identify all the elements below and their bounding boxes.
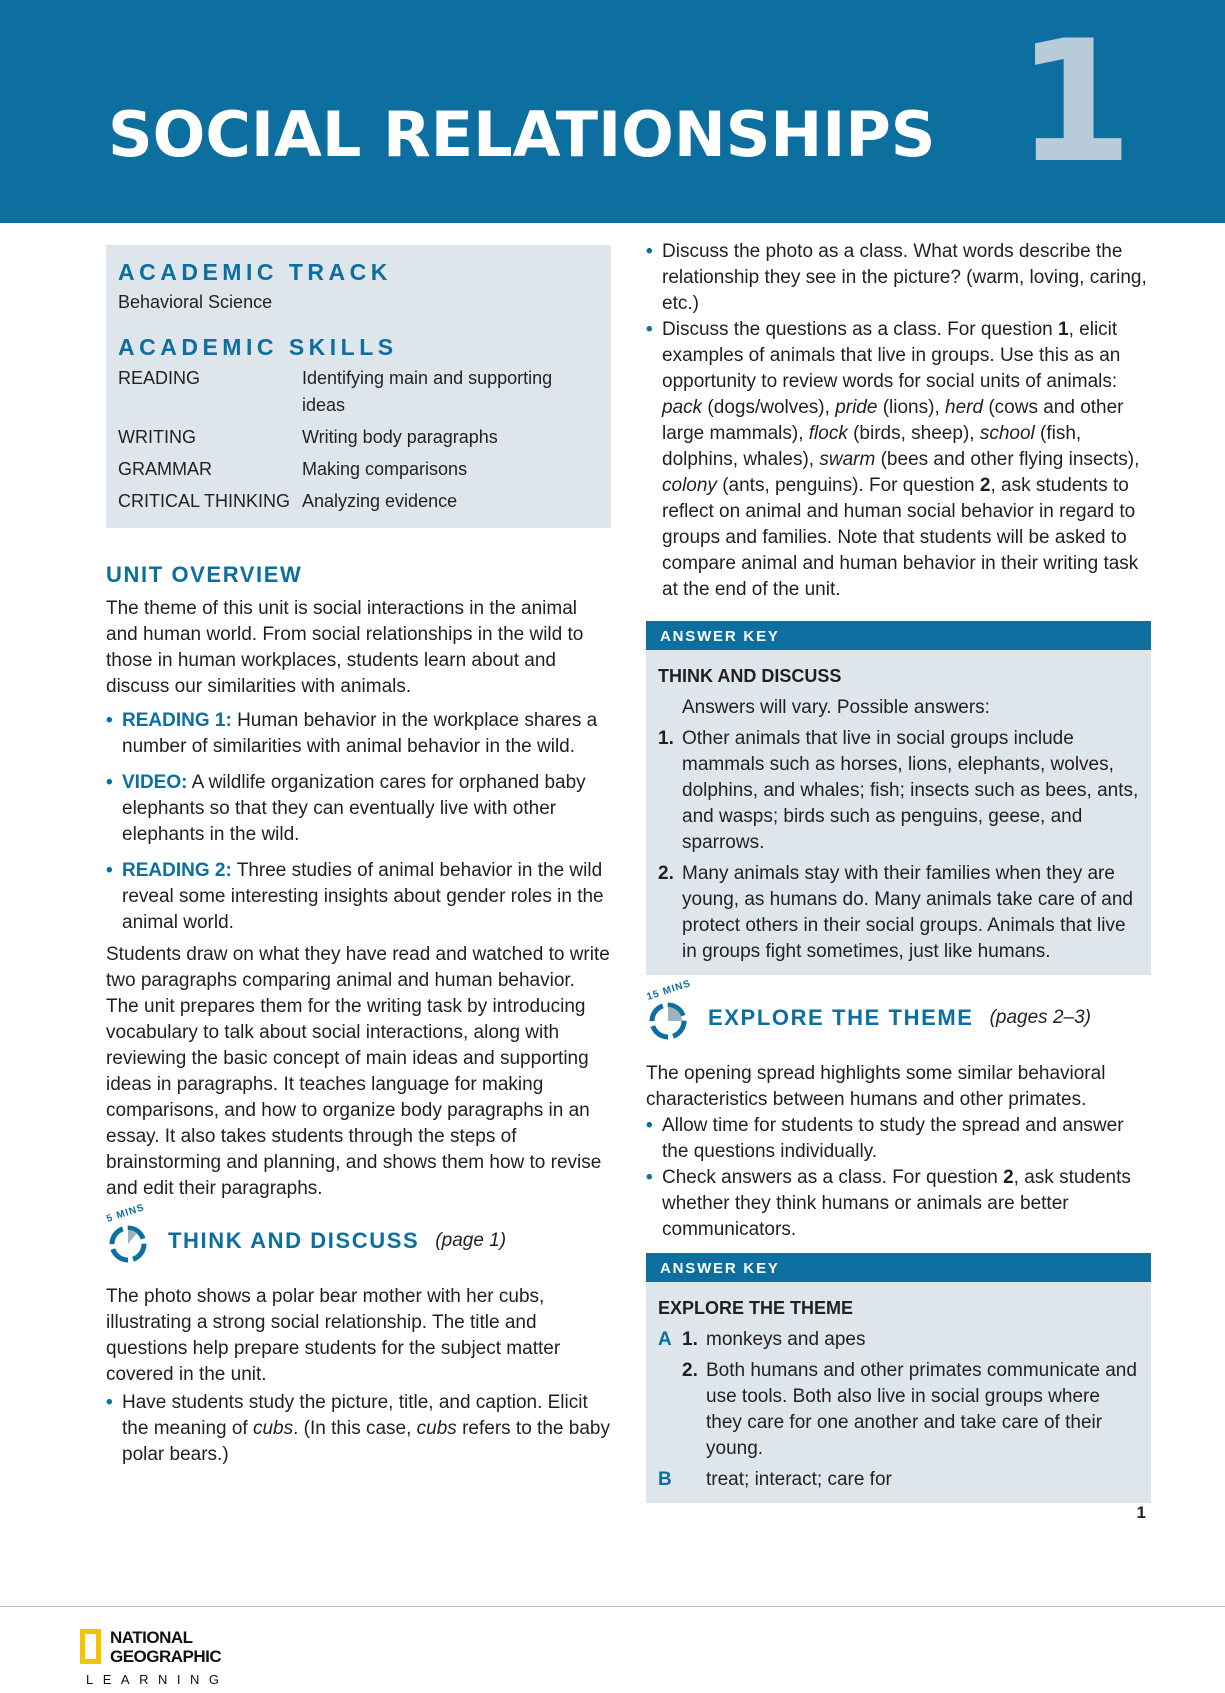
answer-text: Other animals that live in social groups include mammals such as horses, lions, elephants, wolves, dolphins, and whales; fish; insects such as bees, ants, and wasps; birds such as penguins, geese, and sparrows.: [682, 728, 1139, 853]
yellow-frame-icon: [80, 1629, 101, 1664]
list-item: [646, 239, 1151, 317]
answer-number: 1.: [682, 1329, 698, 1350]
italic-word: cubs: [416, 1418, 457, 1439]
timer-label: 5 MINS: [105, 1202, 147, 1225]
bullet-text: Three studies of animal behavior in the wild reveal some interesting insights about gender roles in the animal world.: [122, 860, 604, 933]
bullet-text: Human behavior in the workplace shares a number of similarities with animal behavior in the wild.: [122, 710, 598, 757]
timer-label: 15 MINS: [645, 978, 693, 1003]
logo-learning: LEARNING: [86, 1672, 229, 1687]
unit-number: 1: [1016, 4, 1133, 200]
text-run: , ask students whether they think humans or animals are better communicators.: [662, 1167, 1131, 1240]
italic-word: herd: [945, 397, 984, 418]
explore-theme-intro: The opening spread highlights some similar behavioral characteristics between humans and other primates.: [646, 1063, 1106, 1110]
text-run: Check answers as a class. For question: [662, 1167, 1004, 1188]
discuss-bullets: [646, 239, 1151, 603]
bullet-icon: •: [106, 710, 113, 731]
text-run: (birds, sheep),: [847, 423, 980, 444]
skill-desc: Writing body paragraphs: [302, 427, 498, 447]
text-run: . (In this case,: [293, 1418, 417, 1439]
list-item: [106, 1390, 611, 1468]
skill-name: CRITICAL THINKING: [118, 491, 291, 511]
skills-list: [118, 365, 599, 515]
explore-bullets: [646, 1113, 1151, 1243]
explore-theme-page-ref: (pages 2–3): [989, 1007, 1091, 1028]
text-run: (cows and other large mammals),: [662, 397, 1124, 444]
bullet-text: A wildlife organization cares for orphaned baby elephants so that they can eventually live with other elephants in the wild.: [122, 772, 586, 845]
skill-name: WRITING: [118, 427, 196, 447]
skill-desc: Identifying main and supporting ideas: [302, 368, 553, 415]
page-number: 1: [1136, 1503, 1146, 1522]
text-run: (ants, penguins). For question: [716, 475, 980, 496]
think-discuss-intro: The photo shows a polar bear mother with her cubs, illustrating a strong social relationship. The title and questions help prepare students for the subject matter covered in the unit.: [106, 1286, 561, 1385]
bullet-icon: •: [106, 860, 113, 881]
skill-row: [118, 424, 599, 451]
timer-icon: [640, 978, 702, 1049]
skill-row: [118, 488, 599, 515]
italic-word: pack: [662, 397, 703, 418]
text-run: (dogs/wolves),: [702, 397, 836, 418]
answer-item: [658, 861, 1139, 965]
italic-word: pride: [835, 397, 878, 418]
answer-letter: A: [658, 1329, 672, 1350]
answer-key-subheading: EXPLORE THE THEME: [658, 1298, 854, 1318]
list-item: [106, 770, 611, 848]
list-item: [106, 708, 611, 760]
footer-divider: [0, 1606, 1225, 1607]
right-column: [646, 239, 1151, 1503]
answer-key-intro: Answers will vary. Possible answers:: [682, 697, 990, 718]
logo-line: NATIONAL: [110, 1628, 193, 1647]
italic-word: flock: [808, 423, 848, 444]
answer-key-subheading: THINK AND DISCUSS: [658, 666, 842, 686]
logo-line: GEOGRAPHIC: [110, 1647, 222, 1666]
logo-wordmark: [110, 1628, 221, 1666]
unit-overview-intro: The theme of this unit is social interactions in the animal and human world. From social relationships in the wild to those in human workplaces, students learn about and discuss our similarities with animals.: [106, 598, 584, 697]
bullet-lead: READING 2:: [122, 860, 232, 881]
bullet-lead: VIDEO:: [122, 772, 188, 793]
text-run: , elicit examples of animals that live in groups. Use this as an opportunity to review words for social units of animals:: [662, 319, 1121, 392]
academic-skills-heading: ACADEMIC SKILLS: [118, 334, 398, 360]
italic-word: swarm: [819, 449, 876, 470]
think-discuss-title: THINK AND DISCUSS: [168, 1228, 420, 1253]
list-item: [106, 858, 611, 936]
unit-title: SOCIAL RELATIONSHIPS: [108, 98, 936, 171]
answer-item: [658, 726, 1139, 856]
answer-text: Both humans and other primates communicate and use tools. Both also live in social groups where they care for one another and take care of their young.: [706, 1360, 1137, 1459]
skill-desc: Making comparisons: [302, 459, 468, 479]
bullet-icon: •: [646, 319, 653, 340]
think-discuss-heading-row: [100, 1202, 611, 1272]
explore-theme-heading-row: [640, 978, 1151, 1049]
skill-desc: Analyzing evidence: [302, 491, 458, 511]
overview-bullets: [106, 708, 611, 936]
answer-key-body: [646, 650, 1151, 975]
bullet-lead: READING 1:: [122, 710, 232, 731]
left-column: [106, 245, 611, 1468]
answer-letter: B: [658, 1469, 672, 1490]
answer-key-bar: ANSWER KEY: [646, 1253, 1151, 1282]
text-run: (bees and other flying insects),: [875, 449, 1140, 470]
academic-track-value: Behavioral Science: [118, 292, 273, 312]
answer-text: treat; interact; care for: [706, 1469, 892, 1490]
unit-banner: [0, 0, 1225, 223]
skill-name: GRAMMAR: [118, 459, 212, 479]
bullet-icon: •: [646, 1167, 653, 1188]
text-run: Have students study the picture, title, and caption. Elicit the meaning of: [122, 1392, 588, 1439]
explore-theme-title: EXPLORE THE THEME: [708, 1005, 974, 1030]
stopwatch-icon: [646, 999, 690, 1043]
academic-track-heading: ACADEMIC TRACK: [118, 259, 392, 285]
question-number: 1: [1058, 319, 1069, 340]
list-item: [646, 1165, 1151, 1243]
bullet-icon: •: [646, 241, 653, 262]
skill-row: [118, 365, 599, 419]
italic-word: cubs: [252, 1418, 294, 1439]
answer-item: [658, 1467, 1139, 1493]
question-number: 2: [1003, 1167, 1014, 1188]
bullet-text: Allow time for students to study the spread and answer the questions individually.: [662, 1115, 1124, 1162]
text-run: (lions),: [877, 397, 946, 418]
answer-number: 2.: [682, 1360, 698, 1381]
answer-number: 1.: [658, 728, 674, 749]
bullet-icon: •: [106, 1392, 113, 1413]
italic-word: colony: [662, 475, 717, 496]
answer-text: monkeys and apes: [706, 1329, 866, 1350]
answer-item: [658, 1327, 1139, 1353]
text-run: (fish, dolphins, whales),: [662, 423, 1082, 470]
unit-overview-closing: Students draw on what they have read and watched to write two paragraphs comparing animal and human behavior. The unit prepares them for the writing task by introducing vocabulary to talk about social interactions, along with reviewing the basic concept of main ideas and supporting ideas in paragraphs. It teaches language for making comparisons, and how to organize body paragraphs in an essay. It also takes students through the steps of brainstorming and planning, and shows them how to revise and edit their paragraphs.: [106, 944, 610, 1199]
italic-word: school: [979, 423, 1035, 444]
timer-icon: [100, 1202, 162, 1272]
bullet-icon: •: [106, 772, 113, 793]
stopwatch-icon: [106, 1222, 150, 1266]
answer-item: [658, 1358, 1139, 1462]
think-discuss-page-ref: (page 1): [435, 1230, 507, 1251]
list-item: [646, 1113, 1151, 1165]
bullet-text: Discuss the photo as a class. What words describe the relationship they see in the picture? (warm, loving, caring, etc.): [662, 241, 1147, 314]
answer-key-explore-theme: [646, 1253, 1151, 1503]
question-number: 2: [979, 475, 991, 496]
answer-key-bar: ANSWER KEY: [646, 621, 1151, 650]
unit-overview-heading: UNIT OVERVIEW: [106, 562, 303, 587]
text-run: , ask students to reflect on animal and human social behavior in regard to groups and families. Note that students will be asked to compare animal and human behavior in their writing task at the end of the unit.: [662, 475, 1139, 600]
academic-box: [106, 245, 611, 528]
think-discuss-bullets: [106, 1390, 611, 1468]
bullet-icon: •: [646, 1115, 653, 1136]
answer-number: 2.: [658, 863, 674, 884]
skill-row: [118, 456, 599, 483]
text-run: refers to the baby polar bears.): [122, 1418, 610, 1465]
text-run: Discuss the questions as a class. For question: [662, 319, 1059, 340]
publisher-logo: [80, 1626, 280, 1688]
skill-name: READING: [118, 368, 201, 388]
list-item: [646, 317, 1151, 603]
answer-key-body: [646, 1282, 1151, 1503]
answer-text: Many animals stay with their families when they are young, as humans do. Many animals take care of and protect others in their social groups. Animals that live in groups fight sometimes, just like humans.: [682, 863, 1133, 962]
answer-key-think-discuss: [646, 621, 1151, 975]
